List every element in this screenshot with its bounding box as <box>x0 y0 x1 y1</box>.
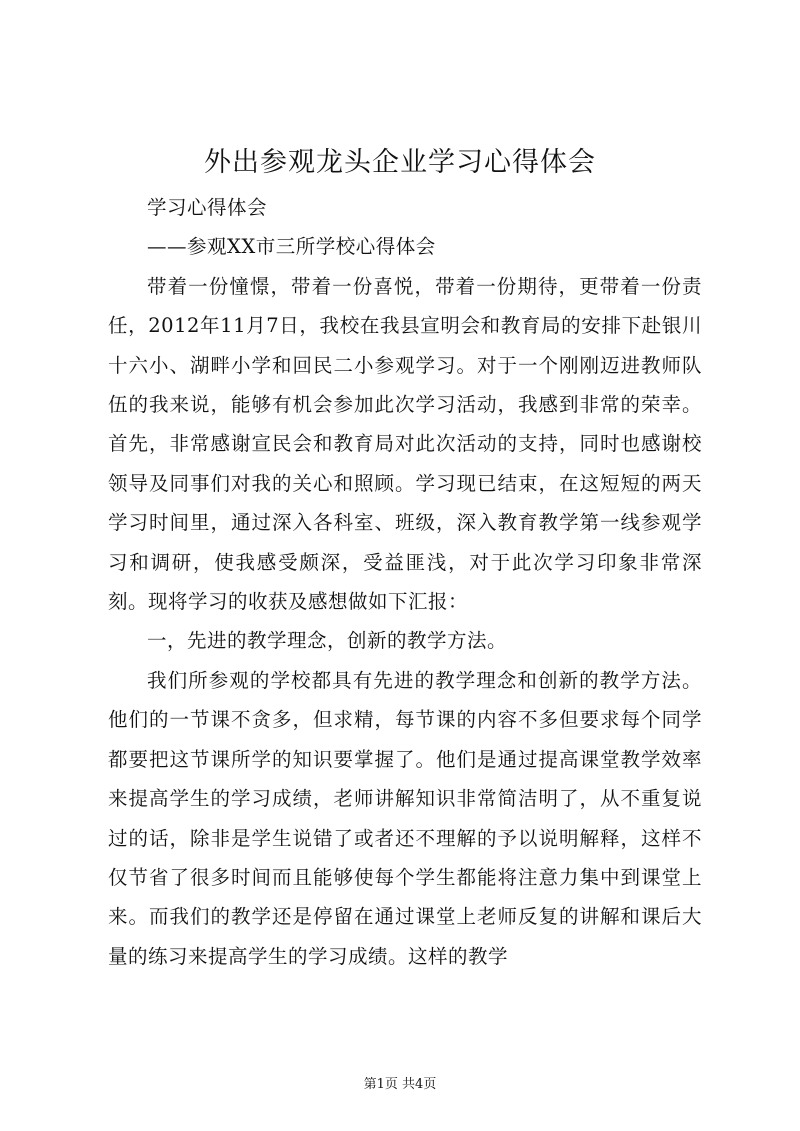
paragraph-teaching-methods: 我们所参观的学校都具有先进的教学理念和创新的教学方法。他们的一节课不贪多，但求精，每节课的内容不多但要求每个同学都要把这节课所学的知识要掌握了。他们是通过提高课堂教学效率来提高学生的学习成绩，老师讲解知识非常简洁明了，从不重复说过的话，除非是学生说错了或者还不理解的予以说明解释，这样不仅节省了很多时间而且能够使每个学生都能将注意力集中到课堂上来。而我们的教学还是停留在通过课堂上老师反复的讲解和课后大量的练习来提高学生的学习成绩。这样的教学 <box>108 668 702 968</box>
document-title: 外出参观龙头企业学习心得体会 <box>204 147 596 178</box>
paragraph-heading: 学习心得体会 <box>147 196 268 219</box>
document-body <box>108 188 702 976</box>
paragraph-subtitle: ——参观XX市三所学校心得体会 <box>147 235 436 259</box>
paragraph-section-one: 一，先进的教学理念，创新的教学方法。 <box>147 629 508 653</box>
paragraph-intro: 带着一份憧憬，带着一份喜悦，带着一份期待，更带着一份责任，2012年11月7日，我校在我县宣明会和教育局的安排下赴银川十六小、湖畔小学和回民二小参观学习。对于一个刚刚迈进教师队伍的我来说，能够有机会参加此次学习活动，我感到非常的荣幸。首先，非常感谢宣民会和教育局对此次活动的支持，同时也感谢校领导及同事们对我的关心和照顾。学习现已结束，在这短短的两天学习时间里，通过深入各科室、班级，深入教育教学第一线参观学习和调研，使我感受颇深，受益匪浅，对于此次学习印象非常深刻。现将学习的收获及感想做如下汇报： <box>108 274 702 614</box>
page-footer: 第1页 共4页 <box>363 1077 437 1092</box>
